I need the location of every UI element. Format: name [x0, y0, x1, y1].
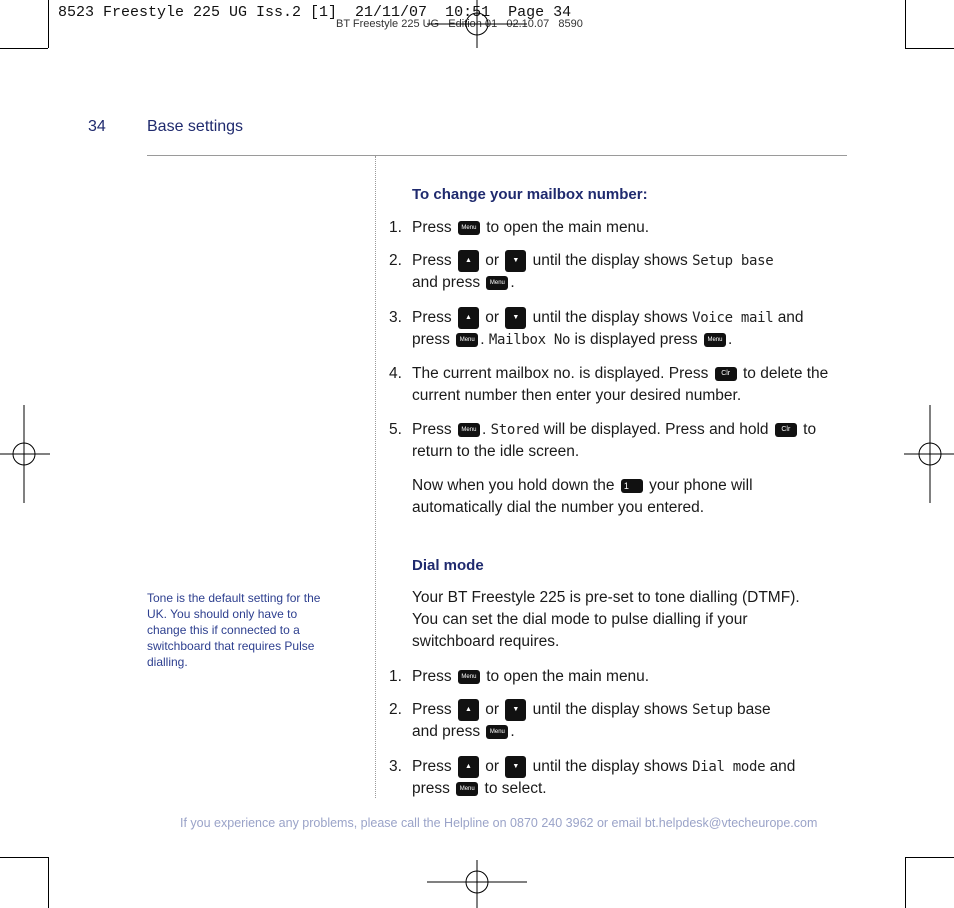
- step-number: 3.: [389, 758, 402, 775]
- step-number: 1.: [389, 668, 402, 685]
- print-slug: 8523 Freestyle 225 UG Iss.2 [1] 21/11/07 10:51 Page 34: [58, 4, 572, 21]
- helpline-footer: If you experience any problems, please call the Helpline on 0870 240 3962 or email bt.helpdesk@vtecheurope.com: [180, 816, 818, 830]
- mailbox-note: Now when you hold down the 1 your phone will automatically dial the number you entered.: [412, 477, 753, 516]
- dial-step-1: Press Menu to open the main menu.: [412, 668, 650, 685]
- crop-mark: [48, 0, 49, 48]
- section-title: Base settings: [147, 118, 244, 135]
- mailbox-step-5: Press Menu . Stored will be displayed. Press and hold Clr to return to the idle screen.: [412, 421, 817, 460]
- crop-mark: [905, 857, 954, 858]
- display-text: Setup base: [692, 253, 774, 270]
- step-number: 5.: [389, 421, 402, 438]
- dial-step-2: Press ▲ or ▼ until the display shows Setup base and press Menu .: [412, 699, 842, 743]
- print-slug-secondary: BT Freestyle 225 UG Edition 01 02.10.07 8590: [336, 18, 583, 30]
- step-number: 2.: [389, 252, 402, 269]
- menu-key-icon: Menu: [458, 423, 480, 437]
- down-key-icon: ▼: [505, 307, 526, 329]
- menu-key-icon: Menu: [486, 725, 508, 739]
- dial-mode-heading: Dial mode: [412, 557, 484, 574]
- up-key-icon: ▲: [458, 699, 479, 721]
- up-key-icon: ▲: [458, 307, 479, 329]
- display-text: Voice mail: [692, 310, 774, 327]
- dial-step-3: Press ▲ or ▼ until the display shows Dial mode and press Menu to select.: [412, 756, 842, 800]
- crop-mark: [905, 48, 954, 49]
- up-key-icon: ▲: [458, 250, 479, 272]
- mailbox-step-1: Press Menu to open the main menu.: [412, 219, 650, 236]
- crop-mark: [905, 857, 906, 908]
- menu-key-icon: Menu: [458, 221, 480, 235]
- registration-mark-bottom: [427, 860, 527, 908]
- crop-mark: [48, 857, 49, 908]
- page-number: 34: [88, 118, 106, 135]
- menu-key-icon: Menu: [456, 782, 478, 796]
- crop-mark: [0, 48, 48, 49]
- display-text: Dial mode: [692, 759, 766, 776]
- one-key-icon: 1: [621, 479, 643, 493]
- mailbox-step-4: The current mailbox no. is displayed. Press Clr to delete the current number then enter your desired number.: [412, 365, 829, 404]
- mailbox-step-2: Press ▲ or ▼ until the display shows Setup base and press Menu .: [412, 250, 842, 294]
- up-key-icon: ▲: [458, 756, 479, 778]
- dial-mode-intro: Your BT Freestyle 225 is pre-set to tone dialling (DTMF). You can set the dial mode to pulse dialling if your switchboard requires.: [412, 589, 800, 650]
- step-number: 4.: [389, 365, 402, 382]
- menu-key-icon: Menu: [456, 333, 478, 347]
- mailbox-heading: To change your mailbox number:: [412, 186, 648, 203]
- step-number: 1.: [389, 219, 402, 236]
- registration-mark-right: [904, 405, 954, 503]
- down-key-icon: ▼: [505, 250, 526, 272]
- display-text: Mailbox No: [488, 332, 571, 349]
- step-number: 2.: [389, 701, 402, 718]
- menu-key-icon: Menu: [486, 276, 508, 290]
- crop-mark: [0, 857, 48, 858]
- registration-mark-left: [0, 405, 50, 503]
- display-text: Stored: [490, 422, 540, 438]
- menu-key-icon: Menu: [704, 333, 726, 347]
- registration-mark-top: [427, 0, 527, 48]
- column-divider: [375, 156, 376, 798]
- down-key-icon: ▼: [505, 699, 526, 721]
- mailbox-step-3: Press ▲ or ▼ until the display shows Voice mail and press Menu . Mailbox No is displayed press Menu .: [412, 307, 842, 351]
- header-rule: [147, 155, 847, 156]
- menu-key-icon: Menu: [458, 670, 480, 684]
- sidebar-note: Tone is the default setting for the UK. You should only have to change this if connected to a switchboard that requires Pulse dialling.: [147, 591, 321, 669]
- step-number: 3.: [389, 309, 402, 326]
- crop-mark: [905, 0, 906, 48]
- down-key-icon: ▼: [505, 756, 526, 778]
- clear-key-icon: Clr: [715, 367, 737, 381]
- display-text: Setup: [692, 702, 733, 719]
- clear-key-icon: Clr: [775, 423, 797, 437]
